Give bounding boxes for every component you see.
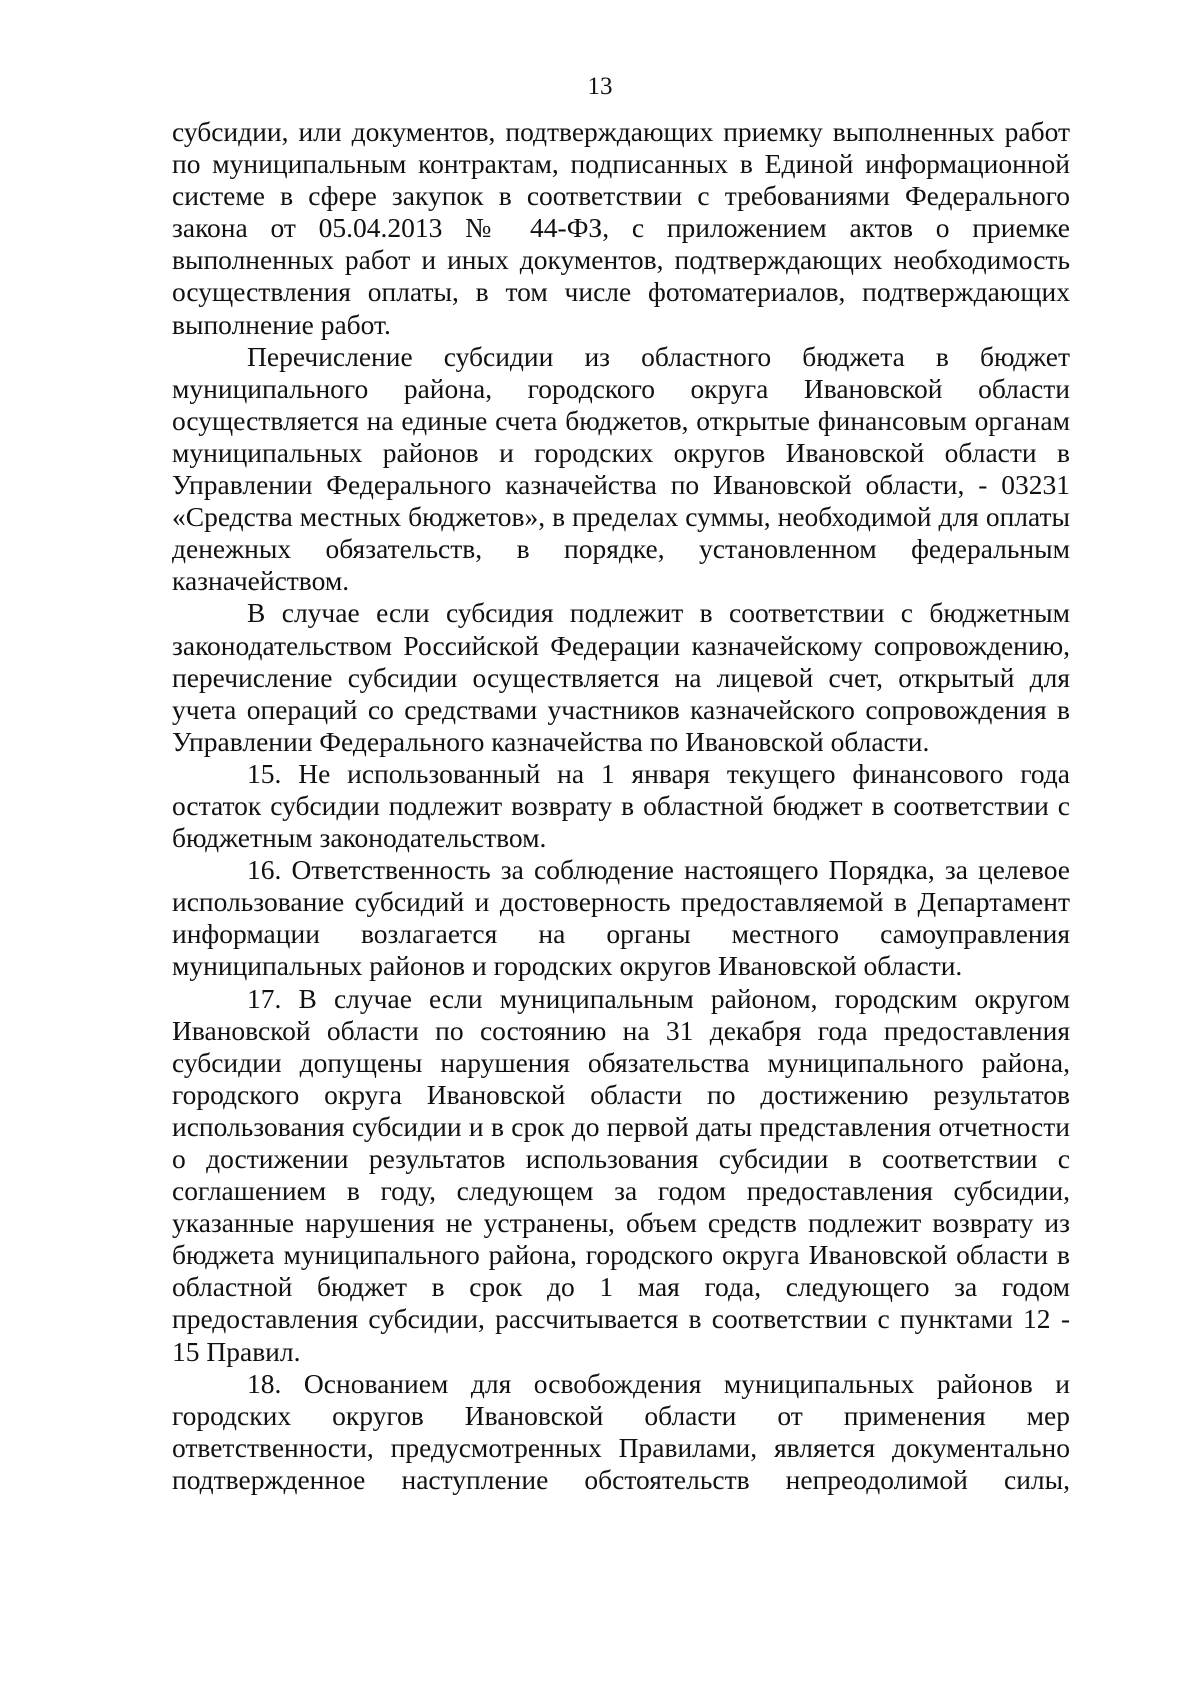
paragraph-item-16: 16. Ответственность за соблюдение настоящего Порядка, за целевое использование субсидий и достоверность предоставляемой в Департамент информации возлагается на органы местного самоуправления муниципальных районов и городских округов Ивановской области. [172, 854, 1070, 982]
paragraph-transfer-subsidy: Перечисление субсидии из областного бюджета в бюджет муниципального района, городского округа Ивановской области осуществляется на единые счета бюджетов, открытые финансовым органам муниципальных районов и городских округов Ивановской области в Управлении Федерального казначейства по Ивановской области, - 03231 «Средства местных бюджетов», в пределах суммы, необходимой для оплаты денежных обязательств, в порядке, установленном федеральным казначейством. [172, 340, 1070, 597]
document-body [172, 116, 1070, 1496]
paragraph-item-18: 18. Основанием для освобождения муниципальных районов и городских округов Ивановской области от применения мер ответственности, предусмотренных Правилами, является документально подтвержденное наступление обстоятельств непреодолимой силы, [172, 1367, 1070, 1495]
paragraph-continuation: субсидии, или документов, подтверждающих приемку выполненных работ по муниципальным контрактам, подписанных в Единой информационной системе в сфере закупок в соответствии с требованиями Федерального закона от 05.04.2013 № 44-ФЗ, с приложением актов о приемке выполненных работ и иных документов, подтверждающих необходимость осуществления оплаты, в том числе фотоматериалов, подтверждающих выполнение работ. [172, 116, 1070, 340]
paragraph-item-15: 15. Не использованный на 1 января текущего финансового года остаток субсидии подлежит возврату в областной бюджет в соответствии с бюджетным законодательством. [172, 757, 1070, 854]
page-number: 13 [587, 73, 613, 100]
paragraph-treasury-support: В случае если субсидия подлежит в соответствии с бюджетным законодательством Российской Федерации казначейскому сопровождению, перечисление субсидии осуществляется на лицевой счет, открытый для учета операций со средствами участников казначейского сопровождения в Управлении Федерального казначейства по Ивановской области. [172, 597, 1070, 757]
paragraph-item-17: 17. В случае если муниципальным районом, городским округом Ивановской области по состоянию на 31 декабря года предоставления субсидии допущены нарушения обязательства муниципального района, городского округа Ивановской области по достижению результатов использования субсидии и в срок до первой даты представления отчетности о достижении результатов использования субсидии в соответствии с соглашением в году, следующем за годом предоставления субсидии, указанные нарушения не устранены, объем средств подлежит возврату из бюджета муниципального района, городского округа Ивановской области в областной бюджет в срок до 1 мая года, следующего за годом предоставления субсидии, рассчитывается в соответствии с пунктами 12 - 15 Правил. [172, 982, 1070, 1367]
